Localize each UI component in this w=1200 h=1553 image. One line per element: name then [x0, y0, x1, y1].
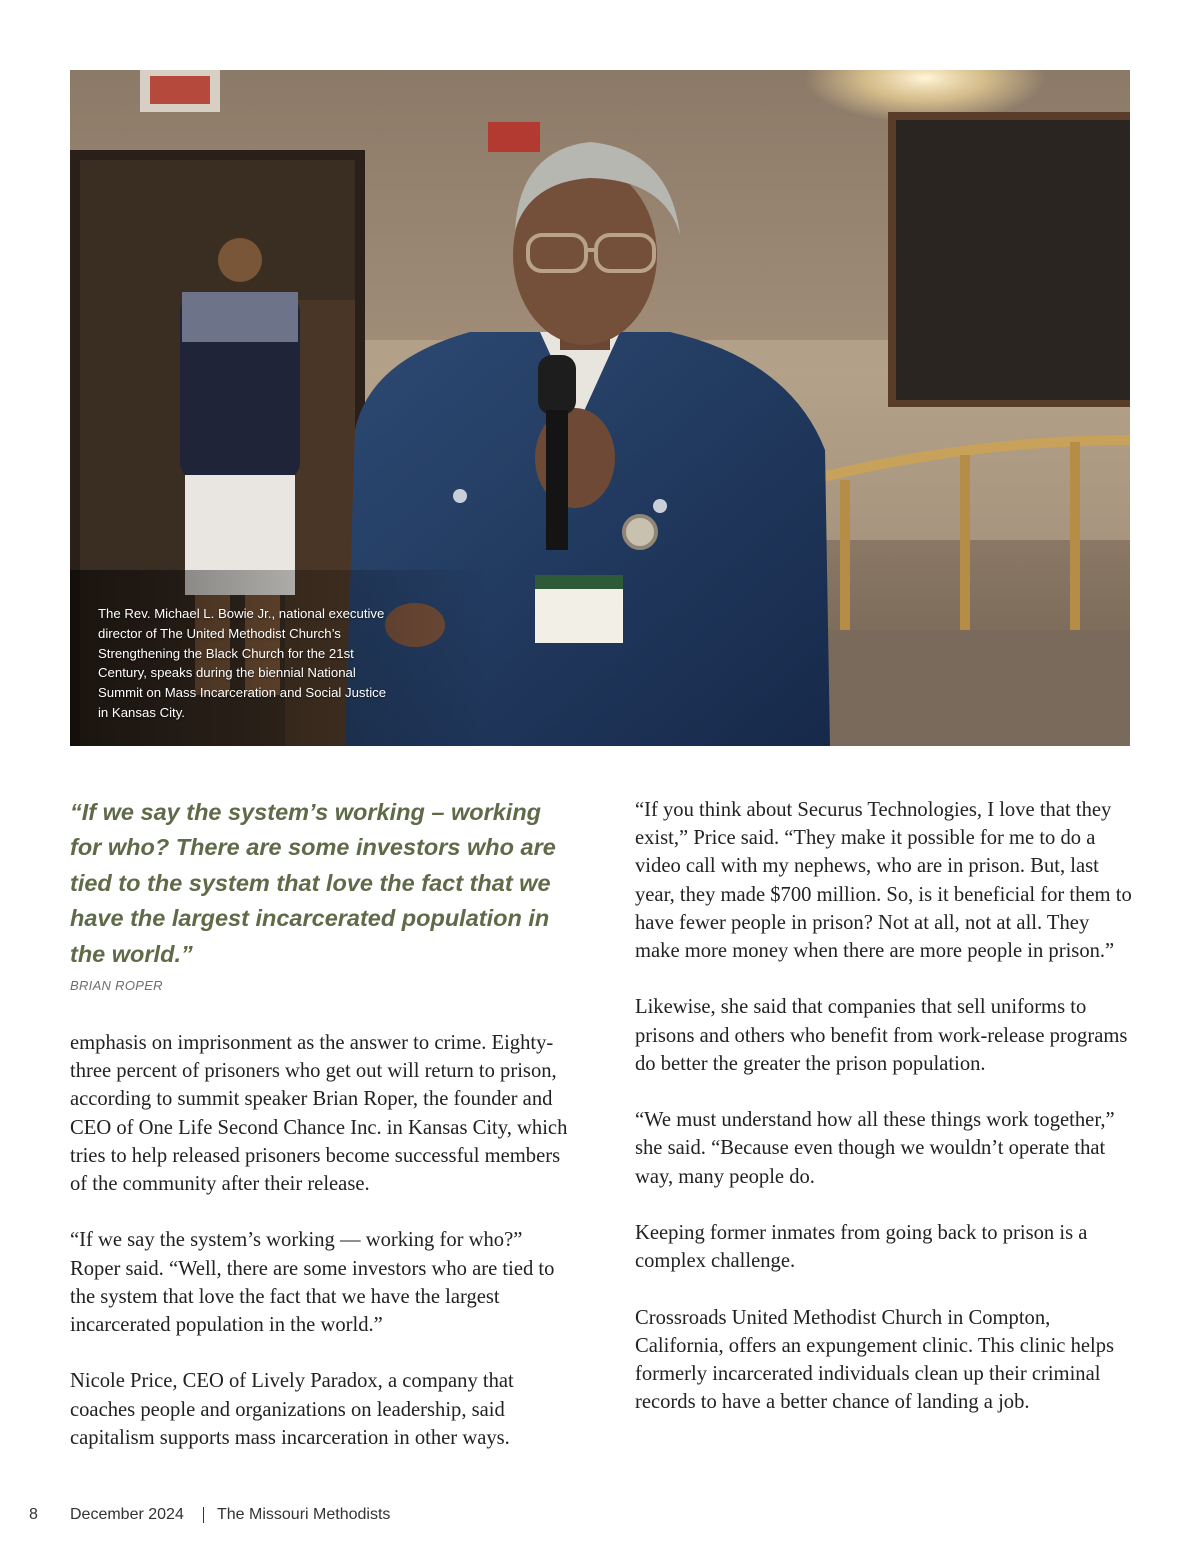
paragraph: Nicole Price, CEO of Lively Paradox, a company that coaches people and organizations on leadership, said capitalism supports mass incarceration in other ways. — [70, 1370, 514, 1449]
pull-quote — [70, 795, 560, 993]
paragraph: emphasis on imprisonment as the answer to crime. Eighty-three percent of prisoners who get out will return to prison, according to summit speaker Brian Roper, the founder and CEO of One Life Second Chance Inc. in Kansas City, which tries to help released prisoners become successful members of the community after their release. — [70, 1032, 568, 1196]
photo-caption — [98, 604, 388, 723]
paragraph: “If we say the system’s working — working for who?” Roper said. “Well, there are some investors who are tied to the system that love the fact that we have the largest incarcerated population in the world.” — [70, 1229, 555, 1337]
footer-divider — [203, 1507, 204, 1523]
publication-name: The Missouri Methodists — [217, 1506, 391, 1523]
pull-quote-attribution: BRIAN ROPER — [70, 978, 163, 994]
article-column-right — [635, 796, 1135, 1445]
paragraph: “We must understand how all these things work together,” she said. “Because even though we wouldn’t operate that way, many people do. — [635, 1109, 1115, 1188]
article-photo — [70, 70, 1130, 746]
paragraph: Crossroads United Methodist Church in Compton, California, offers an expungement clinic. This clinic helps formerly incarcerated individuals clean up their criminal records to have a better chance of landing a job. — [635, 1306, 1115, 1414]
paragraph: Likewise, she said that companies that sell uniforms to prisons and others who benefit from work-release programs do better the greater the prison population. — [635, 996, 1128, 1075]
article-column-left — [70, 1029, 570, 1480]
photo-caption-text: The Rev. Michael L. Bowie Jr., national executive director of The United Methodist Church’s Strengthening the Black Church for the 21st Century, speaks during the biennial National Summit on Mass Incarceration and Social Justice in Kansas City. — [98, 606, 387, 720]
pull-quote-text: “If we say the system’s working – working for who? There are some investors who are tied to the system that love the fact that we have the largest incarcerated population in the world.” — [70, 799, 556, 967]
paragraph: “If you think about Securus Technologies, I love that they exist,” Price said. “They make it possible for me to do a video call with my nephews, who are in prison. But, last year, they made $700 million. So, is it beneficial for them to have fewer people in prison? Not at all, not at all. They make more money when there are more people in prison.” — [635, 799, 1132, 963]
page-number: 8 — [29, 1506, 38, 1523]
issue-date: December 2024 — [70, 1506, 184, 1523]
paragraph: Keeping former inmates from going back to prison is a complex challenge. — [635, 1222, 1088, 1273]
